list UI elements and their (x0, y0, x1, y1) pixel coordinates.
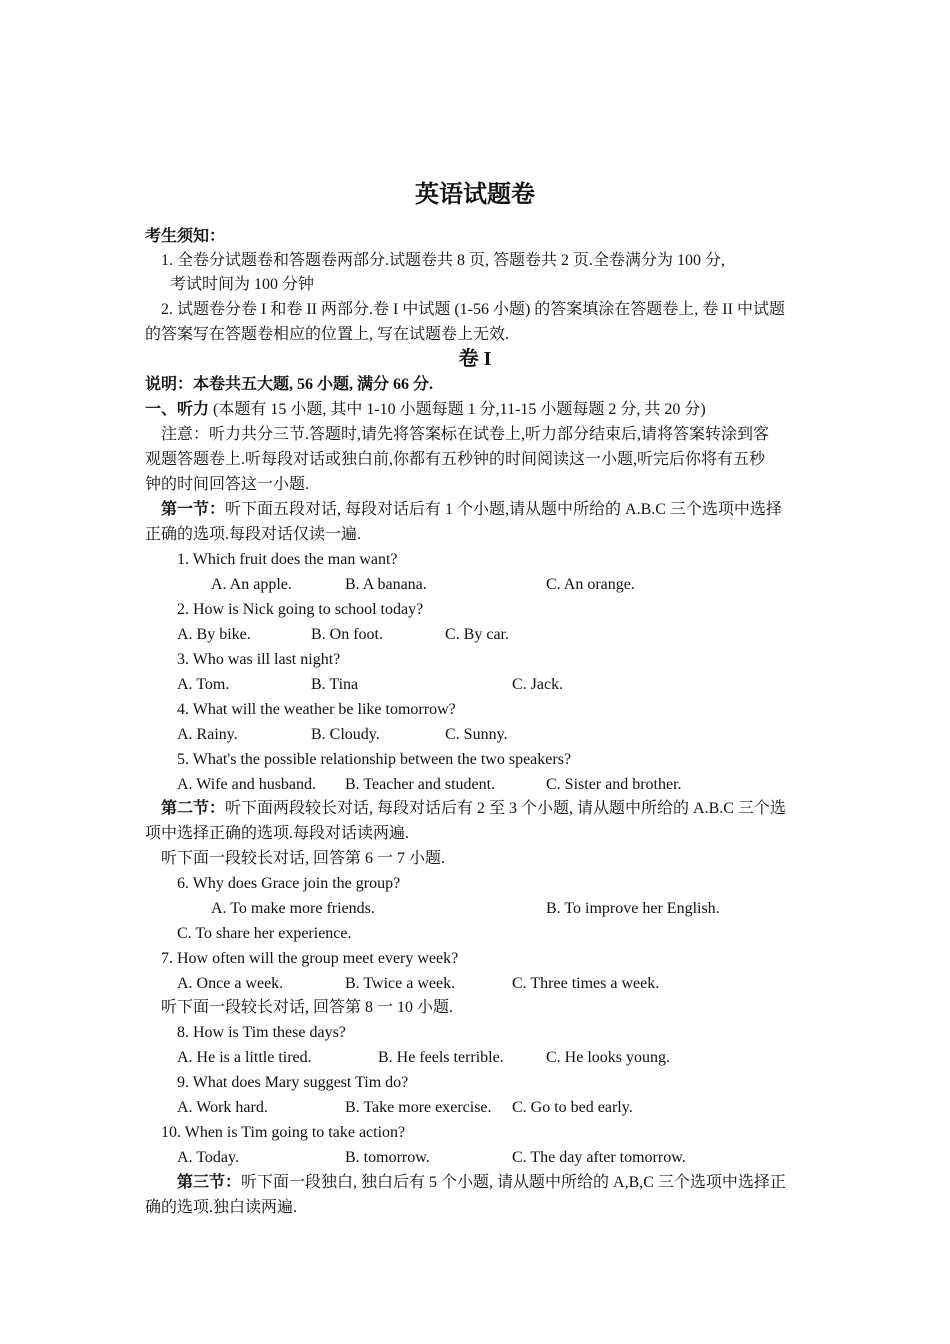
q7-option-c: C. Three times a week. (512, 975, 660, 992)
q7-option-a: A. Once a week. (177, 975, 284, 992)
question-5: 5. What's the possible relationship between the two speakers? (177, 751, 572, 768)
question-9: 9. What does Mary suggest Tim do? (177, 1074, 409, 1091)
q8-option-b: B. He feels terrible. (378, 1049, 504, 1066)
q1-option-c: C. An orange. (546, 576, 635, 593)
part-1-label: 第一节： (161, 501, 226, 518)
q1-option-b: B. A banana. (345, 576, 427, 593)
notice-item-2-cont: 的答案写在答题卷相应的位置上, 写在试题卷上无效. (145, 326, 510, 343)
q3-option-c: C. Jack. (512, 676, 564, 693)
q2-option-a: A. By bike. (177, 626, 251, 643)
part-3-text: 听下面一段独白, 独白后有 5 个小题, 请从题中所给的 A,B,C 三个选项中选择正 (241, 1174, 786, 1191)
dialog-1-intro: 听下面一段较长对话, 回答第 6 一 7 小题. (161, 850, 446, 867)
q10-option-b: B. tomorrow. (345, 1149, 430, 1166)
q5-option-a: A. Wife and husband. (177, 776, 317, 793)
q1-option-a: A. An apple. (211, 576, 292, 593)
part-3-instructions (177, 1172, 786, 1194)
section-1-note: 注意：听力共分三节.答题时,请先将答案标在试卷上,听力部分结束后,请将答案转涂到客 (161, 426, 770, 443)
notice-item-1-cont: 考试时间为 100 分钟 (170, 276, 315, 293)
volume-explanation: 说明：本卷共五大题, 56 小题, 满分 66 分. (145, 376, 434, 393)
section-1-desc: (本题有 15 小题, 其中 1-10 小题每题 1 分,11-15 小题每题 2 分, 共 20 分) (209, 401, 706, 418)
question-7: 7. How often will the group meet every week? (161, 950, 459, 967)
part-2-text: 听下面两段较长对话, 每段对话后有 2 至 3 个小题, 请从题中所给的 A.B.C 三个选 (225, 800, 786, 817)
q5-option-c: C. Sister and brother. (546, 776, 682, 793)
q10-option-a: A. Today. (177, 1149, 239, 1166)
q6-option-c: C. To share her experience. (177, 925, 352, 942)
q4-option-b: B. Cloudy. (311, 726, 380, 743)
section-1-note-end: 钟的时间回答这一小题. (145, 476, 310, 493)
part-1-instructions-cont: 正确的选项.每段对话仅读一遍. (145, 526, 362, 543)
question-8: 8. How is Tim these days? (177, 1024, 346, 1041)
question-1: 1. Which fruit does the man want? (177, 551, 398, 568)
question-6: 6. Why does Grace join the group? (177, 875, 401, 892)
notice-item-2: 2. 试题卷分卷 I 和卷 II 两部分.卷 I 中试题 (1-56 小题) 的答案填涂在答题卷上, 卷 II 中试题 (161, 301, 785, 318)
section-1-label: 一、听力 (145, 401, 210, 418)
dialog-2-intro: 听下面一段较长对话, 回答第 8 一 10 小题. (161, 999, 454, 1016)
q9-option-a: A. Work hard. (177, 1099, 268, 1116)
q8-option-a: A. He is a little tired. (177, 1049, 312, 1066)
question-2: 2. How is Nick going to school today? (177, 601, 424, 618)
q10-option-c: C. The day after tomorrow. (512, 1149, 686, 1166)
question-3: 3. Who was ill last night? (177, 651, 341, 668)
q9-option-c: C. Go to bed early. (512, 1099, 633, 1116)
page-title: 英语试题卷 (415, 182, 535, 208)
part-3-label: 第三节： (177, 1174, 242, 1191)
question-4: 4. What will the weather be like tomorrow? (177, 701, 456, 718)
q4-option-c: C. Sunny. (445, 726, 508, 743)
part-1-text: 听下面五段对话, 每段对话后有 1 个小题,请从题中所给的 A.B.C 三个选项中选择 (225, 501, 782, 518)
q2-option-b: B. On foot. (311, 626, 383, 643)
q8-option-c: C. He looks young. (546, 1049, 670, 1066)
q3-option-a: A. Tom. (177, 676, 230, 693)
q5-option-b: B. Teacher and student. (345, 776, 496, 793)
part-3-instructions-cont: 确的选项.独白读两遍. (145, 1199, 298, 1216)
q6-option-b: B. To improve her English. (546, 900, 720, 917)
section-1-note-cont: 观题答题卷上.听每段对话或独白前,你都有五秒钟的时间阅读这一小题,听完后你将有五秒 (145, 451, 766, 468)
part-2-instructions-cont: 项中选择正确的选项.每段对话读两遍. (145, 825, 410, 842)
part-2-label: 第二节： (161, 800, 226, 817)
q3-option-b: B. Tina (311, 676, 359, 693)
part-2-instructions (161, 798, 786, 820)
q9-option-b: B. Take more exercise. (345, 1099, 492, 1116)
q6-option-a: A. To make more friends. (211, 900, 375, 917)
section-1-heading (145, 399, 706, 421)
q4-option-a: A. Rainy. (177, 726, 238, 743)
notice-heading: 考生须知： (145, 228, 226, 245)
q2-option-c: C. By car. (445, 626, 509, 643)
notice-item-1: 1. 全卷分试题卷和答题卷两部分.试题卷共 8 页, 答题卷共 2 页.全卷满分为 100 分, (161, 252, 726, 269)
question-10: 10. When is Tim going to take action? (161, 1124, 406, 1141)
part-1-instructions (161, 499, 782, 521)
q7-option-b: B. Twice a week. (345, 975, 456, 992)
volume-title: 卷 I (458, 348, 492, 370)
